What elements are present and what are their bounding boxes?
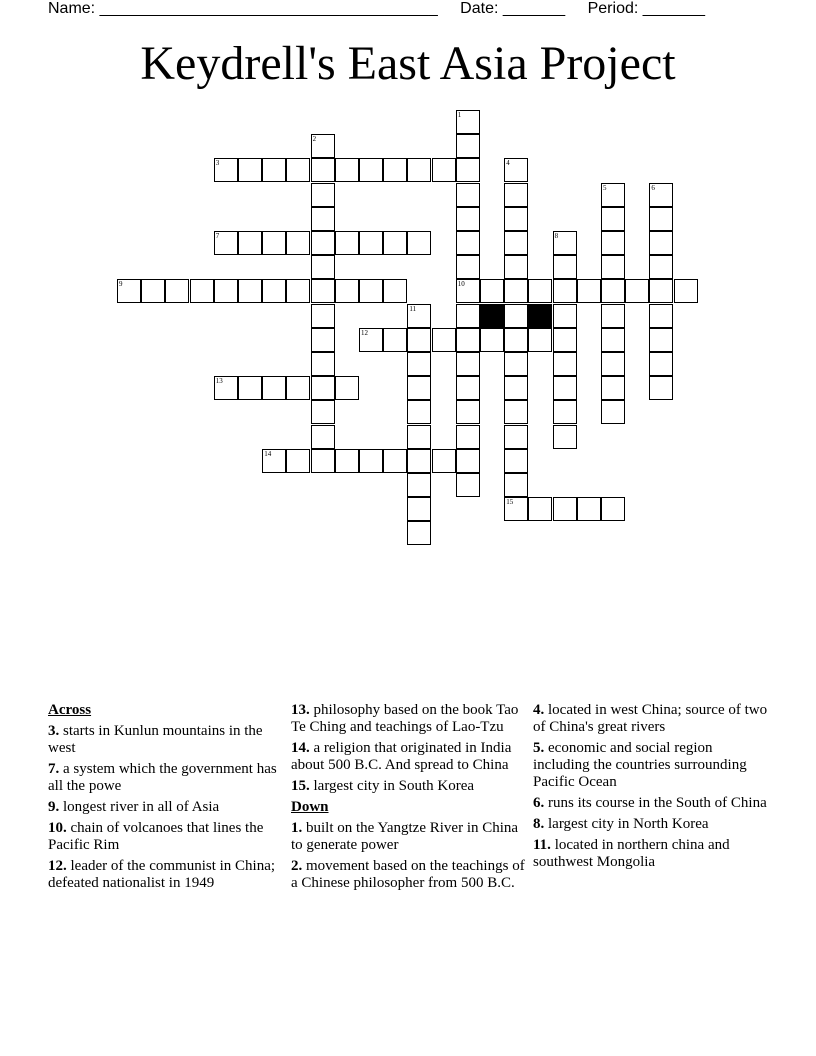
crossword-cell[interactable] [407, 352, 431, 376]
crossword-cell[interactable] [311, 134, 335, 158]
across-clue: 7. a system which the government has all the powe [48, 761, 277, 794]
crossword-block [480, 304, 504, 328]
crossword-cell[interactable] [456, 473, 480, 497]
student-info-header [48, 0, 768, 20]
clue-number: 2 [312, 135, 317, 144]
crossword-cell[interactable] [504, 231, 528, 255]
down-clue: 6. runs its course in the South of China [533, 795, 767, 811]
name-field[interactable]: Name: ______________________________________ [48, 0, 438, 17]
crossword-cell[interactable] [311, 449, 335, 473]
across-clue: 13. philosophy based on the book Tao Te Ching and teachings of Lao-Tzu [291, 702, 519, 735]
crossword-cell[interactable] [311, 352, 335, 376]
crossword-cell[interactable] [528, 328, 552, 352]
crossword-cell[interactable] [553, 304, 577, 328]
crossword-cell[interactable] [553, 400, 577, 424]
crossword-cell[interactable] [214, 279, 238, 303]
crossword-cell[interactable] [504, 425, 528, 449]
crossword-cell[interactable] [504, 255, 528, 279]
crossword-cell[interactable] [577, 279, 601, 303]
crossword-cell[interactable] [311, 376, 335, 400]
crossword-cell[interactable] [504, 376, 528, 400]
crossword-cell[interactable] [553, 497, 577, 521]
crossword-cell[interactable] [359, 279, 383, 303]
crossword-cell[interactable] [456, 183, 480, 207]
crossword-cell[interactable] [456, 376, 480, 400]
crossword-cell[interactable] [649, 279, 673, 303]
crossword-cell[interactable] [504, 352, 528, 376]
crossword-cell[interactable] [311, 425, 335, 449]
across-clue: 15. largest city in South Korea [291, 778, 475, 794]
crossword-cell[interactable] [238, 279, 262, 303]
crossword-cell[interactable] [674, 279, 698, 303]
crossword-cell[interactable] [407, 376, 431, 400]
crossword-cell[interactable] [649, 207, 673, 231]
crossword-cell[interactable] [407, 473, 431, 497]
crossword-cell[interactable] [601, 183, 625, 207]
crossword-cell[interactable] [456, 352, 480, 376]
crossword-cell[interactable] [553, 376, 577, 400]
date-field[interactable]: Date: _______ [460, 0, 566, 17]
across-clue: 12. leader of the communist in China; defeated nationalist in 1949 [48, 858, 276, 891]
crossword-cell[interactable] [383, 231, 407, 255]
across-clue: 9. longest river in all of Asia [48, 799, 220, 815]
clue-number: 15 [506, 498, 514, 507]
clue-number: 13 [215, 377, 223, 386]
crossword-cell[interactable] [262, 376, 286, 400]
crossword-cell[interactable] [504, 304, 528, 328]
clue-number: 8 [554, 232, 559, 240]
crossword-cell[interactable] [165, 279, 189, 303]
crossword-cell[interactable] [601, 231, 625, 255]
crossword-cell[interactable] [383, 449, 407, 473]
crossword-cell[interactable] [601, 304, 625, 328]
crossword-cell[interactable] [553, 255, 577, 279]
crossword-cell[interactable] [238, 231, 262, 255]
crossword-cell[interactable] [407, 425, 431, 449]
clue-number: 1 [457, 111, 462, 119]
crossword-cell[interactable] [262, 158, 286, 182]
crossword-cell[interactable] [238, 376, 262, 400]
crossword-cell[interactable] [407, 521, 431, 545]
crossword-cell[interactable] [528, 497, 552, 521]
clue-number: 10 [457, 280, 465, 289]
crossword-cell[interactable] [359, 231, 383, 255]
crossword-cell[interactable] [456, 279, 480, 303]
crossword-cell[interactable] [504, 183, 528, 207]
crossword-cell[interactable] [649, 328, 673, 352]
crossword-cell[interactable] [335, 158, 359, 182]
crossword-cell[interactable] [601, 376, 625, 400]
crossword-cell[interactable] [335, 231, 359, 255]
crossword-cell[interactable] [311, 207, 335, 231]
crossword-cell[interactable] [383, 158, 407, 182]
crossword-cell[interactable] [432, 158, 456, 182]
crossword-cell[interactable] [383, 328, 407, 352]
crossword-cell[interactable] [649, 255, 673, 279]
crossword-cell[interactable] [504, 400, 528, 424]
clue-number: 6 [651, 183, 655, 192]
across-heading: Across [48, 702, 92, 718]
crossword-cell[interactable] [456, 255, 480, 279]
across-clue: 3. starts in Kunlun mountains in the west [48, 723, 263, 756]
crossword-block [528, 304, 552, 328]
clue-number: 4 [506, 159, 510, 168]
crossword-cell[interactable] [311, 255, 335, 279]
crossword-cell[interactable] [504, 473, 528, 497]
crossword-cell[interactable] [432, 328, 456, 352]
crossword-cell[interactable] [504, 158, 528, 182]
crossword-cell[interactable] [504, 279, 528, 303]
down-heading: Down [291, 799, 329, 815]
crossword-cell[interactable] [383, 279, 407, 303]
crossword-cell[interactable] [262, 449, 286, 473]
crossword-cell[interactable] [214, 158, 238, 182]
crossword-cell[interactable] [577, 497, 601, 521]
crossword-cell[interactable] [504, 449, 528, 473]
crossword-cell[interactable] [601, 497, 625, 521]
crossword-cell[interactable] [504, 497, 528, 521]
across-clue: 10. chain of volcanoes that lines the Pacific Rim [48, 820, 264, 853]
down-clue: 2. movement based on the teachings of a Chinese philosopher from 500 B.C. [291, 858, 525, 891]
page-title: Keydrell's East Asia Project [140, 37, 676, 90]
crossword-cell[interactable] [262, 279, 286, 303]
crossword-cell[interactable] [625, 279, 649, 303]
crossword-cell[interactable] [311, 400, 335, 424]
crossword-cell[interactable] [504, 207, 528, 231]
down-clue: 1. built on the Yangtze River in China to generate power [291, 820, 519, 853]
crossword-cell[interactable] [432, 449, 456, 473]
crossword-cell[interactable] [335, 279, 359, 303]
crossword-cell[interactable] [456, 207, 480, 231]
crossword-cell[interactable] [407, 231, 431, 255]
crossword-cell[interactable] [456, 231, 480, 255]
crossword-cell[interactable] [335, 449, 359, 473]
crossword-cell[interactable] [456, 134, 480, 158]
clue-number: 12 [361, 328, 368, 337]
crossword-cell[interactable] [214, 231, 238, 255]
crossword-cell[interactable] [214, 376, 238, 400]
crossword-cell[interactable] [407, 497, 431, 521]
down-clue: 8. largest city in North Korea [533, 816, 709, 832]
crossword-cell[interactable] [311, 183, 335, 207]
period-field[interactable]: Period: _______ [587, 0, 706, 17]
clue-number: 7 [215, 232, 220, 240]
crossword-cell[interactable] [238, 158, 262, 182]
clue-number: 11 [409, 304, 417, 313]
crossword-cell[interactable] [601, 279, 625, 303]
crossword-cell[interactable] [649, 352, 673, 376]
crossword-cell[interactable] [286, 279, 310, 303]
crossword-cell[interactable] [311, 158, 335, 182]
clue-number: 14 [264, 449, 272, 458]
crossword-cell[interactable] [649, 231, 673, 255]
crossword-cell[interactable] [141, 279, 165, 303]
crossword-cell[interactable] [311, 328, 335, 352]
crossword-cell[interactable] [407, 158, 431, 182]
crossword-cell[interactable] [456, 400, 480, 424]
crossword-cell[interactable] [359, 328, 383, 352]
crossword-cell[interactable] [649, 304, 673, 328]
crossword-cell[interactable] [335, 376, 359, 400]
crossword-cell[interactable] [407, 304, 431, 328]
clues-column-2 [291, 702, 527, 896]
clues-column-1 [48, 702, 284, 896]
crossword-cell[interactable] [456, 449, 480, 473]
crossword-cell[interactable] [553, 231, 577, 255]
crossword-cell[interactable] [649, 376, 673, 400]
crossword-cell[interactable] [262, 231, 286, 255]
across-clue: 14. a religion that originated in India about 500 B.C. And spread to China [291, 740, 512, 773]
clues-column-3 [533, 702, 769, 875]
crossword-cell[interactable] [311, 279, 335, 303]
crossword-cell[interactable] [553, 279, 577, 303]
crossword-cell[interactable] [456, 425, 480, 449]
clue-number: 9 [119, 280, 123, 289]
crossword-cell[interactable] [359, 158, 383, 182]
clue-number: 5 [603, 183, 607, 192]
down-clue: 4. located in west China; source of two of China's great rivers [533, 702, 768, 735]
crossword-cell[interactable] [359, 449, 383, 473]
crossword-cell[interactable] [407, 400, 431, 424]
crossword-cell[interactable] [601, 255, 625, 279]
crossword-cell[interactable] [456, 304, 480, 328]
crossword-cell[interactable] [553, 328, 577, 352]
crossword-cell[interactable] [311, 231, 335, 255]
crossword-cell[interactable] [286, 449, 310, 473]
crossword-cell[interactable] [553, 352, 577, 376]
crossword-cell[interactable] [456, 328, 480, 352]
crossword-cell[interactable] [504, 328, 528, 352]
crossword-cell[interactable] [117, 279, 141, 303]
crossword-cell[interactable] [553, 425, 577, 449]
crossword-cell[interactable] [528, 279, 552, 303]
crossword-cell[interactable] [456, 158, 480, 182]
down-clue: 11. located in northern china and southwest Mongolia [533, 837, 730, 870]
crossword-cell[interactable] [601, 352, 625, 376]
crossword-cell[interactable] [407, 449, 431, 473]
crossword-cell[interactable] [480, 279, 504, 303]
clue-number: 3 [215, 159, 220, 168]
crossword-cell[interactable] [601, 207, 625, 231]
crossword-cell[interactable] [601, 400, 625, 424]
crossword-cell[interactable] [286, 231, 310, 255]
crossword-cell[interactable] [456, 110, 480, 134]
crossword-cell[interactable] [286, 158, 310, 182]
crossword-cell[interactable] [190, 279, 214, 303]
crossword-cell[interactable] [649, 183, 673, 207]
crossword-cell[interactable] [480, 328, 504, 352]
crossword-cell[interactable] [601, 328, 625, 352]
crossword-cell[interactable] [407, 328, 431, 352]
crossword-cell[interactable] [311, 304, 335, 328]
down-clue: 5. economic and social region including the countries surrounding Pacific Ocean [533, 740, 747, 790]
crossword-cell[interactable] [286, 376, 310, 400]
